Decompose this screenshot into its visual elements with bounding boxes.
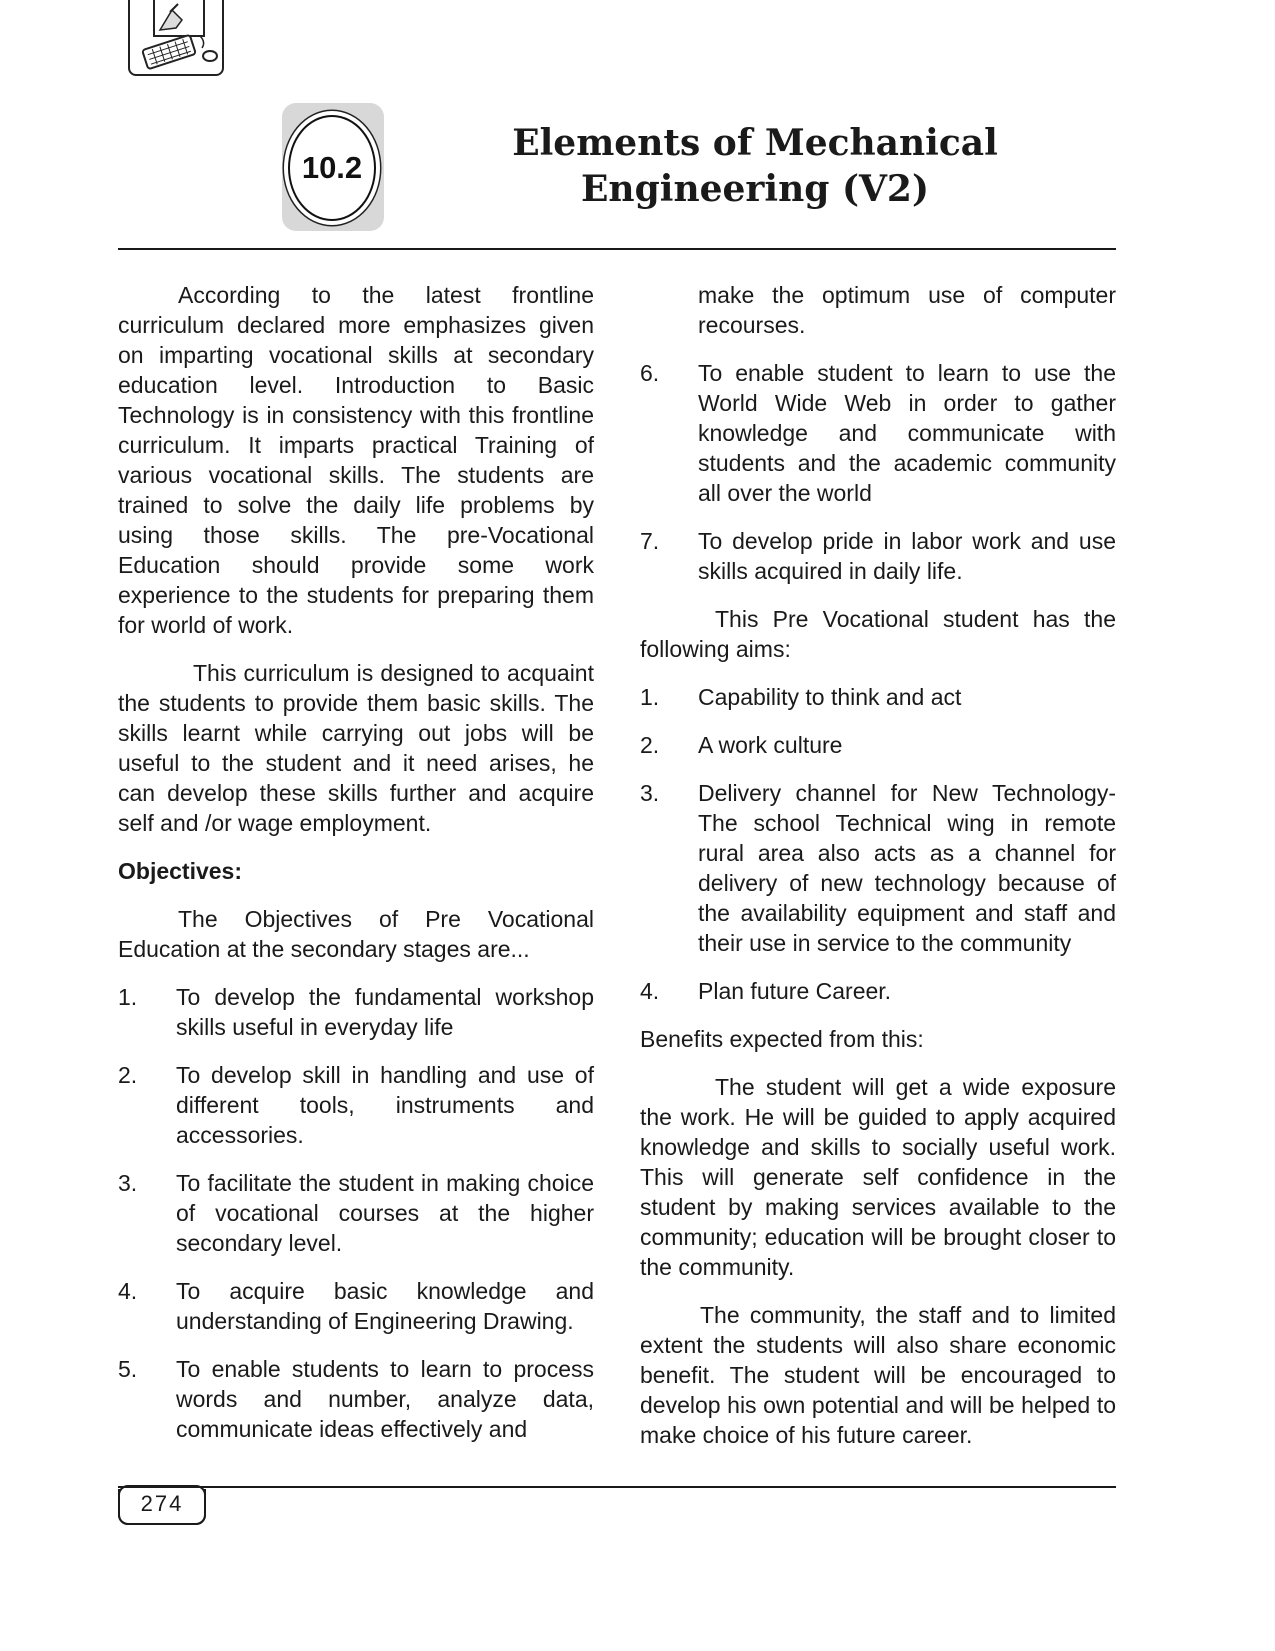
- left-column: [118, 280, 594, 1462]
- computer-keyboard-mouse-icon: [130, 0, 224, 76]
- list-item: [640, 682, 1116, 712]
- page-title: [470, 120, 1040, 212]
- list-number: 7.: [640, 528, 660, 554]
- list-text: Plan future Career.: [698, 978, 892, 1004]
- list-item: [118, 982, 594, 1042]
- list-item: [118, 1354, 594, 1444]
- title-line-2: Engineering (V2): [580, 168, 929, 210]
- list-number: 4.: [118, 1278, 138, 1304]
- list-text: To enable students to learn to process words and number, analyze data, communicate ideas effectively and: [176, 1356, 594, 1442]
- list-number: 2.: [118, 1062, 138, 1088]
- list-number: 1.: [640, 684, 660, 710]
- list-text: To enable student to learn to use the World Wide Web in order to gather knowledge and communicate with students and the academic community all over the world: [698, 360, 1116, 506]
- list-text: To develop pride in labor work and use skills acquired in daily life.: [698, 528, 1116, 584]
- list-text: To facilitate the student in making choice of vocational courses at the higher secondary level.: [176, 1170, 594, 1256]
- header-divider: [118, 248, 1116, 250]
- list-text: To develop skill in handling and use of different tools, instruments and accessories.: [176, 1062, 594, 1148]
- computer-logo: [128, 0, 224, 76]
- benefits-heading: Benefits expected from this:: [640, 1026, 924, 1052]
- list-item: [640, 730, 1116, 760]
- list-number: 2.: [640, 732, 660, 758]
- list-text: To develop the fundamental workshop skills useful in everyday life: [176, 984, 594, 1040]
- right-column: [640, 280, 1116, 1468]
- list-number: 1.: [118, 984, 138, 1010]
- curriculum-paragraph: This curriculum is designed to acquaint the students to provide them basic skills. The skills learnt while carrying out jobs will be useful to the student and it need arises, he can develop these skills further and acquire self and /or wage employment.: [118, 660, 594, 836]
- list-item: [640, 358, 1116, 508]
- footer-divider: [118, 1486, 1116, 1488]
- list-item: [640, 778, 1116, 958]
- objectives-heading: Objectives:: [118, 858, 242, 884]
- list-item: [118, 1168, 594, 1258]
- list-number: 3.: [118, 1170, 138, 1196]
- title-line-1: Elements of Mechanical: [512, 122, 998, 164]
- page-number: 274: [140, 1491, 184, 1516]
- list-text: A work culture: [698, 732, 843, 758]
- aims-intro: This Pre Vocational student has the following aims:: [640, 606, 1116, 662]
- list-item: [640, 976, 1116, 1006]
- list-text: Delivery channel for New Technology- The school Technical wing in remote rural area also acts as a channel for delivery of new technology because of the availability equipment and staff and their use in service to the community: [698, 780, 1116, 956]
- list-item: [118, 1276, 594, 1336]
- list-text: To acquire basic knowledge and understanding of Engineering Drawing.: [176, 1278, 594, 1334]
- list-item: [118, 1060, 594, 1150]
- list-text: Capability to think and act: [698, 684, 962, 710]
- chapter-number-oval: [288, 115, 376, 221]
- list-item: [640, 526, 1116, 586]
- chapter-badge: [282, 103, 384, 231]
- list-number: 4.: [640, 978, 660, 1004]
- list-number: 6.: [640, 360, 660, 386]
- benefits-paragraph-2: The community, the staff and to limited extent the students will also share economic benefit. The student will be encouraged to develop his own potential and will be helped to make choice of his future career.: [640, 1302, 1116, 1448]
- page-number-box: [118, 1489, 206, 1525]
- objectives-intro: The Objectives of Pre Vocational Education at the secondary stages are...: [118, 906, 594, 962]
- list-number: 3.: [640, 780, 660, 806]
- intro-paragraph: According to the latest frontline curriculum declared more emphasizes given on imparting vocational skills at secondary education level. Introduction to Basic Technology is in consistency with this frontline curriculum. It imparts practical Training of various vocational skills. The students are trained to solve the daily life problems by using those skills. The pre-Vocational Education should provide some work experience to the students for preparing them for world of work.: [118, 282, 594, 638]
- list-number: 5.: [118, 1356, 138, 1382]
- list-continuation: make the optimum use of computer recourses.: [698, 282, 1116, 338]
- benefits-paragraph-1: The student will get a wide exposure the work. He will be guided to apply acquired knowledge and skills to socially useful work. This will generate self confidence in the student by making services available to the community; education will be brought closer to the community.: [640, 1074, 1116, 1280]
- chapter-number: 10.2: [301, 150, 363, 185]
